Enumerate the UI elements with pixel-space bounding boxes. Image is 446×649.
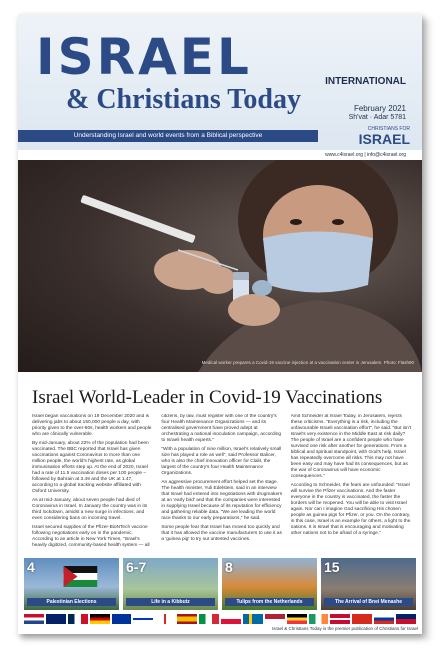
teaser-label: Tulips from the Netherlands [225,598,314,606]
paragraph: Israel secured supplies of the Pfizer-BioNTech vaccine following negotiations early on in the pandemic. According to an article in New York Times, "Israel's heavily digitized, community-based health system — all [32,524,150,548]
teaser-label: The Arrival of Bnei Menashe [324,598,413,606]
flag-icon [68,614,88,624]
paragraph: Some people fear that Israel has moved too quickly and that it has allowed the vaccine manufacturers to use it as a 'guinea pig' to try out untested vaccines. [161,524,282,542]
masthead-subtitle: & Christians Today [66,84,301,115]
org-logo-name: ISRAEL [358,131,410,147]
flag-icon [155,614,175,624]
org-logo-small: CHRISTIANS FOR [367,126,410,132]
photo-caption: Medical worker prepares a Covid-19 vaccine injection at a vaccination center in Jerusalem. Photo: Flash90 [201,360,414,365]
paragraph: Amit Schneider at Israel Today, in Jerusalem, rejects these criticisms. "Everything is a risk, including the unfavourable Israeli vaccination effort", he said. "But isn't Israel's very existence in the Middle East at risk daily? The people of Israel are a confident people who have survived one risk after another for generations. From a biblical and spiritual standpoint, with God's help, Israel has repeatedly overcome all risks. This may not have been easy and may have had its consequences, but as the war of Coronavirus will have economic consequences." [290,414,412,479]
masthead [18,14,422,150]
flag-icon [309,614,329,624]
teaser-page-number: 4 [27,559,35,575]
teaser-page-number: 8 [225,559,233,575]
paragraph: Israel began vaccinations on 19 December 2020 and is delivering jabs to about 150,000 people a day, with priority given to the over-60s, health workers and people who are clinically vulnerable. [32,414,152,437]
article-column-3 [291,414,412,564]
teaser-kibbutz[interactable] [123,558,218,610]
flag-icon [112,614,132,624]
newspaper-page [18,14,422,634]
edition-label: INTERNATIONAL [325,76,406,87]
tagline: Understanding Israel and world events from a Biblical perspective [18,130,318,142]
article-column-1 [32,414,153,564]
teaser-tulips[interactable] [222,558,317,610]
article-headline: Israel World-Leader in Covid-19 Vaccinations [32,387,383,408]
paragraph: According to Schneider, the fears are unfounded: "Israel will survive the Pfizer vaccinations. And the faster everyone in the country is vaccinated, the faster the borders will be reopened. You will be able to visit Israel again. Nor can I imagine God sacrificing His chosen people as guinea pigs for Pfizer, or you. On the contrary, in this case, Israel is an example for others, a light to the nations. It is Israel that is encouraging and motivating other nations not to be afraid of a syringe." [290,482,411,536]
contact-urls: www.c4israel.org | info@c4israel.org [325,152,406,158]
paragraph: citizens, by law, must register with one of the country's four Health Maintenance Organizations — and its centralised government have proved adept at orchestrating a national inoculation campaign, according to Israeli health experts." [161,414,282,443]
flag-icon [133,614,153,624]
masthead-title: ISRAEL [36,28,252,86]
flag-icon [221,614,241,624]
flag-icon [352,614,372,624]
flag-icon [243,614,263,624]
flag-icon [24,614,44,624]
teaser-label: Palestinian Elections [27,598,116,606]
flag-icon [177,614,197,624]
paragraph: "With a population of nine million, Israel's relatively small size has played a role as well", said Professor Balicer, who is also the chief innovation officer for Clalit, the largest of the country's four Health Maintenance Organizations. [161,446,282,476]
flag-icon [46,614,66,624]
org-logo [330,127,410,149]
teaser-bnei-menashe[interactable] [321,558,416,610]
paragraph: By mid-January, about 22% of the population had been vaccinated. The BBC reported that Israel has given vaccinations against Coronavirus to more than one million people, the world's highest rate, as global immunisation efforts step up. At the end of 2020, Israel had a rate of 11.5 vaccination doses per 100 people – followed by Bahrain at 3.49 and the UK at 1.47, according to a global tracking website affiliated with Oxford University. [32,440,149,494]
teaser-label: Life in a Kibbutz [126,598,215,606]
flag-icon [265,614,285,624]
paragraph: An aggressive procurement effort helped set the stage. The health minister, Yuli Edelstein, said in an interview that Israel had entered into negotiations with drugmakers at an 'early bird' and that the companies were interested in supplying Israel because of its reputation for efficiency and gathering reliable data. "We are leading the world race thanks to our early preparations," he said. [161,479,283,521]
footer-note: Israel & Christians Today is the premier publication of Christians for Israel [272,626,418,631]
flag-icon [374,614,394,624]
vaccine-photo-illustration [18,160,422,372]
cover-photo [18,160,422,372]
flag-icon [396,614,416,624]
flag-icon [90,614,110,624]
article-column-2 [161,414,282,564]
hebrew-date: Sh'vat · Adar 5781 [348,114,406,121]
teaser-palestinian-elections[interactable] [24,558,119,610]
issue-date: February 2021 [353,104,406,113]
teaser-strip [18,558,422,610]
flag-icon [199,614,219,624]
article-body [32,414,412,564]
flag-icon [287,614,307,624]
teaser-page-number: 6-7 [126,559,147,575]
flag-icon [330,614,350,624]
paragraph: As at mid-January, about seven people had died of Coronavirus in Israel. In January the country was in its third lockdown, amidst a new surge in infections, and even considering bans on incoming travel. [32,497,148,521]
teaser-page-number: 15 [324,559,340,575]
